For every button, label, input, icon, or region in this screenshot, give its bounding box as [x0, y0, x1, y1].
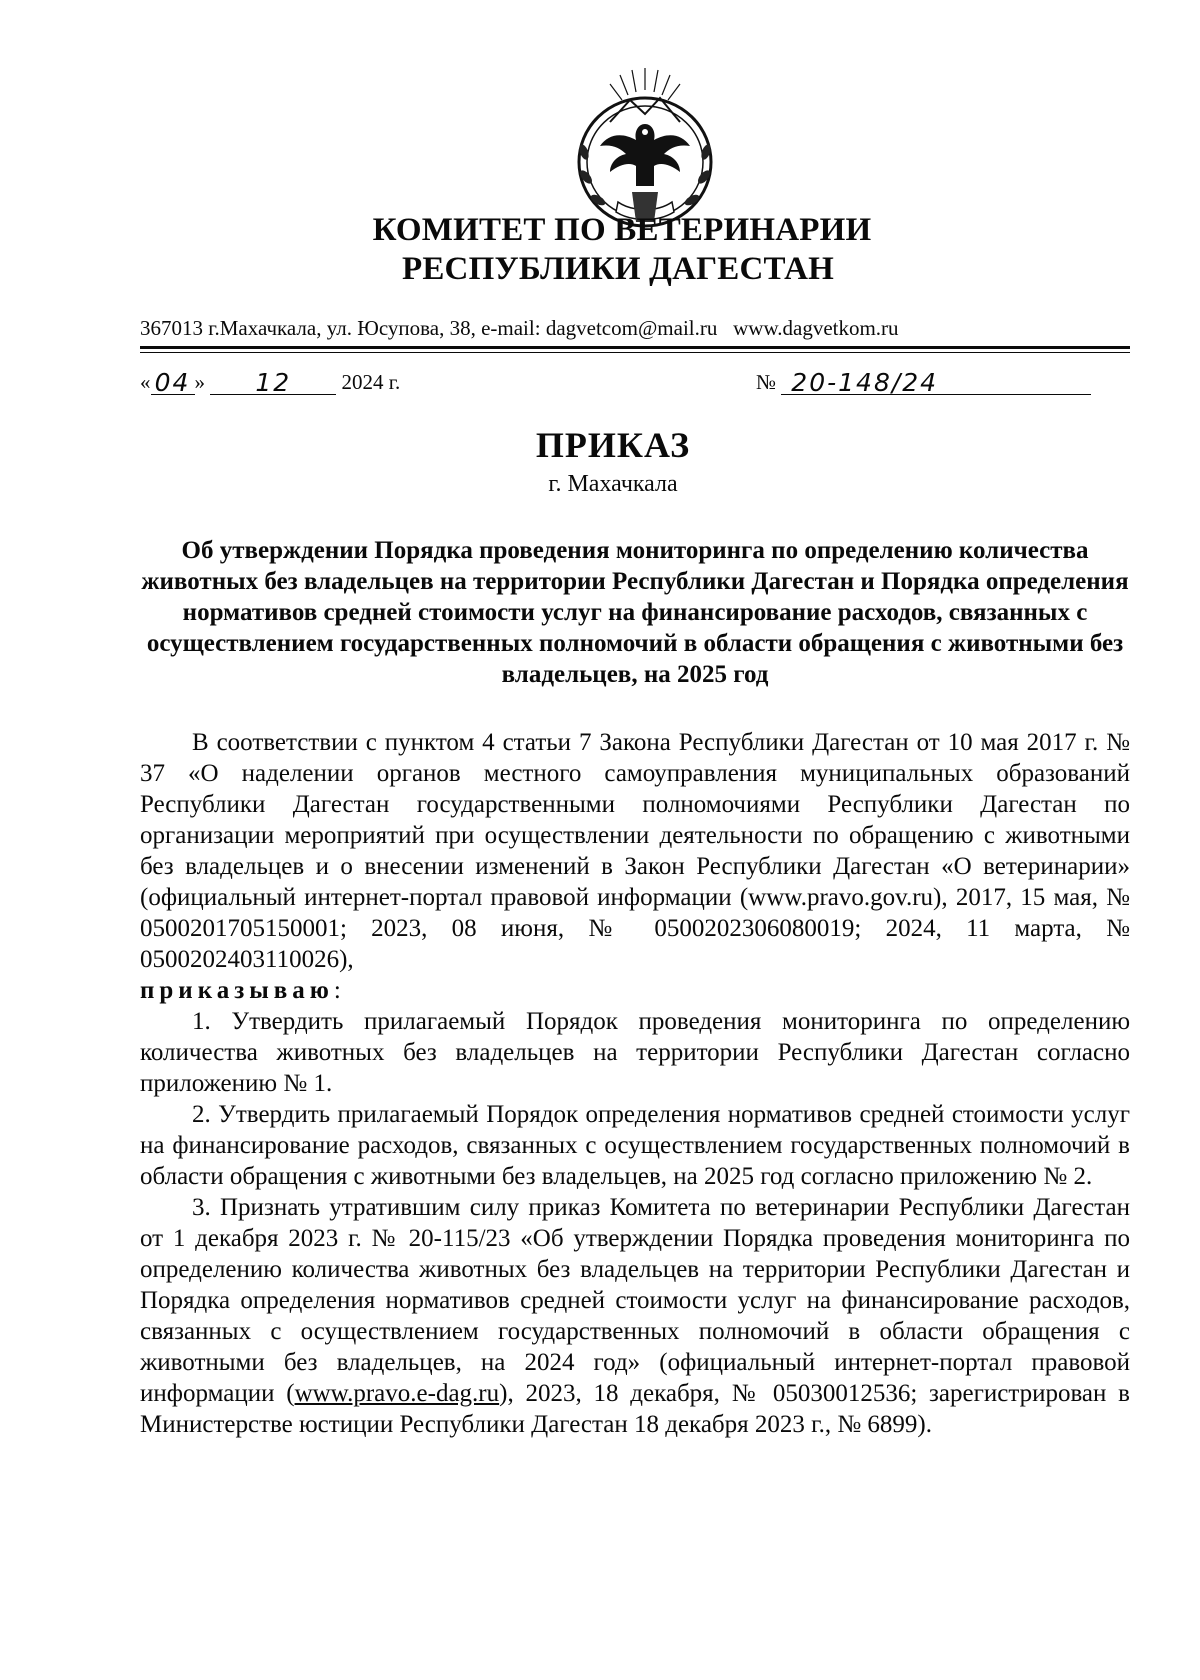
item-3-paragraph	[140, 1192, 1130, 1440]
item-3-text-part2: ), 2023, 18 декабря, № 05030012536; зарегистрирован в Министерстве юстиции Республики Дагестан 18 декабря 2023 г., № 6899).	[140, 1380, 1130, 1438]
order-body	[140, 727, 1130, 1440]
header-rule-thick	[140, 346, 1130, 349]
order-word-line	[140, 975, 1130, 1006]
email-label: e-mail:	[481, 316, 541, 340]
org-name-line1: КОМИТЕТ ПО ВЕТЕРИНАРИИ	[372, 212, 872, 248]
number-label: №	[756, 370, 777, 394]
date-year: 2024 г.	[341, 370, 401, 394]
order-subject: Об утверждении Порядка проведения мониторинга по определению количества животных без владельцев на территории Республики Дагестан и Порядка определения нормативов средней стоимости услуг на финансирование расходов, связанных с осуществлением государственных полномочий в области обращения с животными без владельцев, на 2025 год	[141, 537, 1129, 688]
order-word: приказываю	[140, 977, 334, 1004]
date-open-quote: «	[140, 370, 151, 394]
document-title: ПРИКАЗ	[535, 425, 691, 465]
document-date	[140, 368, 400, 395]
contact-line	[140, 316, 899, 341]
date-month: 12	[210, 368, 336, 395]
email-link[interactable]: dagvetcom@mail.ru	[545, 316, 718, 340]
item-2-paragraph: 2. Утвердить прилагаемый Порядок определения нормативов средней стоимости услуг на финансирование расходов, связанных с осуществлением государственных полномочий в области обращения с животными без владельцев, на 2025 год согласно приложению № 2.	[140, 1101, 1130, 1190]
org-name-line2: РЕСПУБЛИКИ ДАГЕСТАН	[401, 251, 835, 287]
dagestan-coat-of-arms-icon	[570, 62, 720, 232]
header-rule-thin	[140, 352, 1130, 353]
item-1-paragraph: 1. Утвердить прилагаемый Порядок проведения мониторинга по определению количества животных без владельцев на территории Республики Дагестан согласно приложению № 1.	[140, 1008, 1130, 1097]
item-3-text-part1: 3. Признать утратившим силу приказ Комитета по ветеринарии Республики Дагестан от 1 декабря 2023 г. № 20-115/23 «Об утверждении Порядка проведения мониторинга по определению количества животных без владельцев на территории Республики Дагестан и Порядка определения нормативов средней стоимости услуг на финансирование расходов, связанных с осуществлением государственных полномочий в области обращения с животными без владельцев, на 2024 год» (официальный интернет-портал правовой информации (	[140, 1194, 1130, 1407]
preamble-paragraph: В соответствии с пунктом 4 статьи 7 Закона Республики Дагестан от 10 мая 2017 г. № 37 «О наделении органов местного самоуправления муниципальных образований Республики Дагестан государственными полномочиями Республики Дагестан по организации мероприятий при осуществлении деятельности по обращению с животными без владельцев и о внесении изменений в Закон Республики Дагестан «О ветеринарии» (официальный интернет-портал правовой информации (www.pravo.gov.ru), 2017, 15 мая, № 0500201705150001; 2023, 08 июня, № 0500202306080019; 2024, 11 марта, № 0500202403110026),	[140, 729, 1130, 973]
pravo-e-dag-link[interactable]: www.pravo.e-dag.ru	[294, 1380, 500, 1407]
address: 367013 г.Махачкала, ул. Юсупова, 38,	[140, 316, 476, 340]
number-value: 20-148/24	[781, 368, 1091, 395]
document-city: г. Махачкала	[548, 471, 678, 497]
date-day: 04	[151, 368, 195, 395]
document-number	[756, 368, 1091, 395]
date-close-quote: »	[194, 370, 205, 394]
order-colon: :	[333, 977, 341, 1004]
website-link[interactable]: www.dagvetkom.ru	[733, 316, 899, 340]
